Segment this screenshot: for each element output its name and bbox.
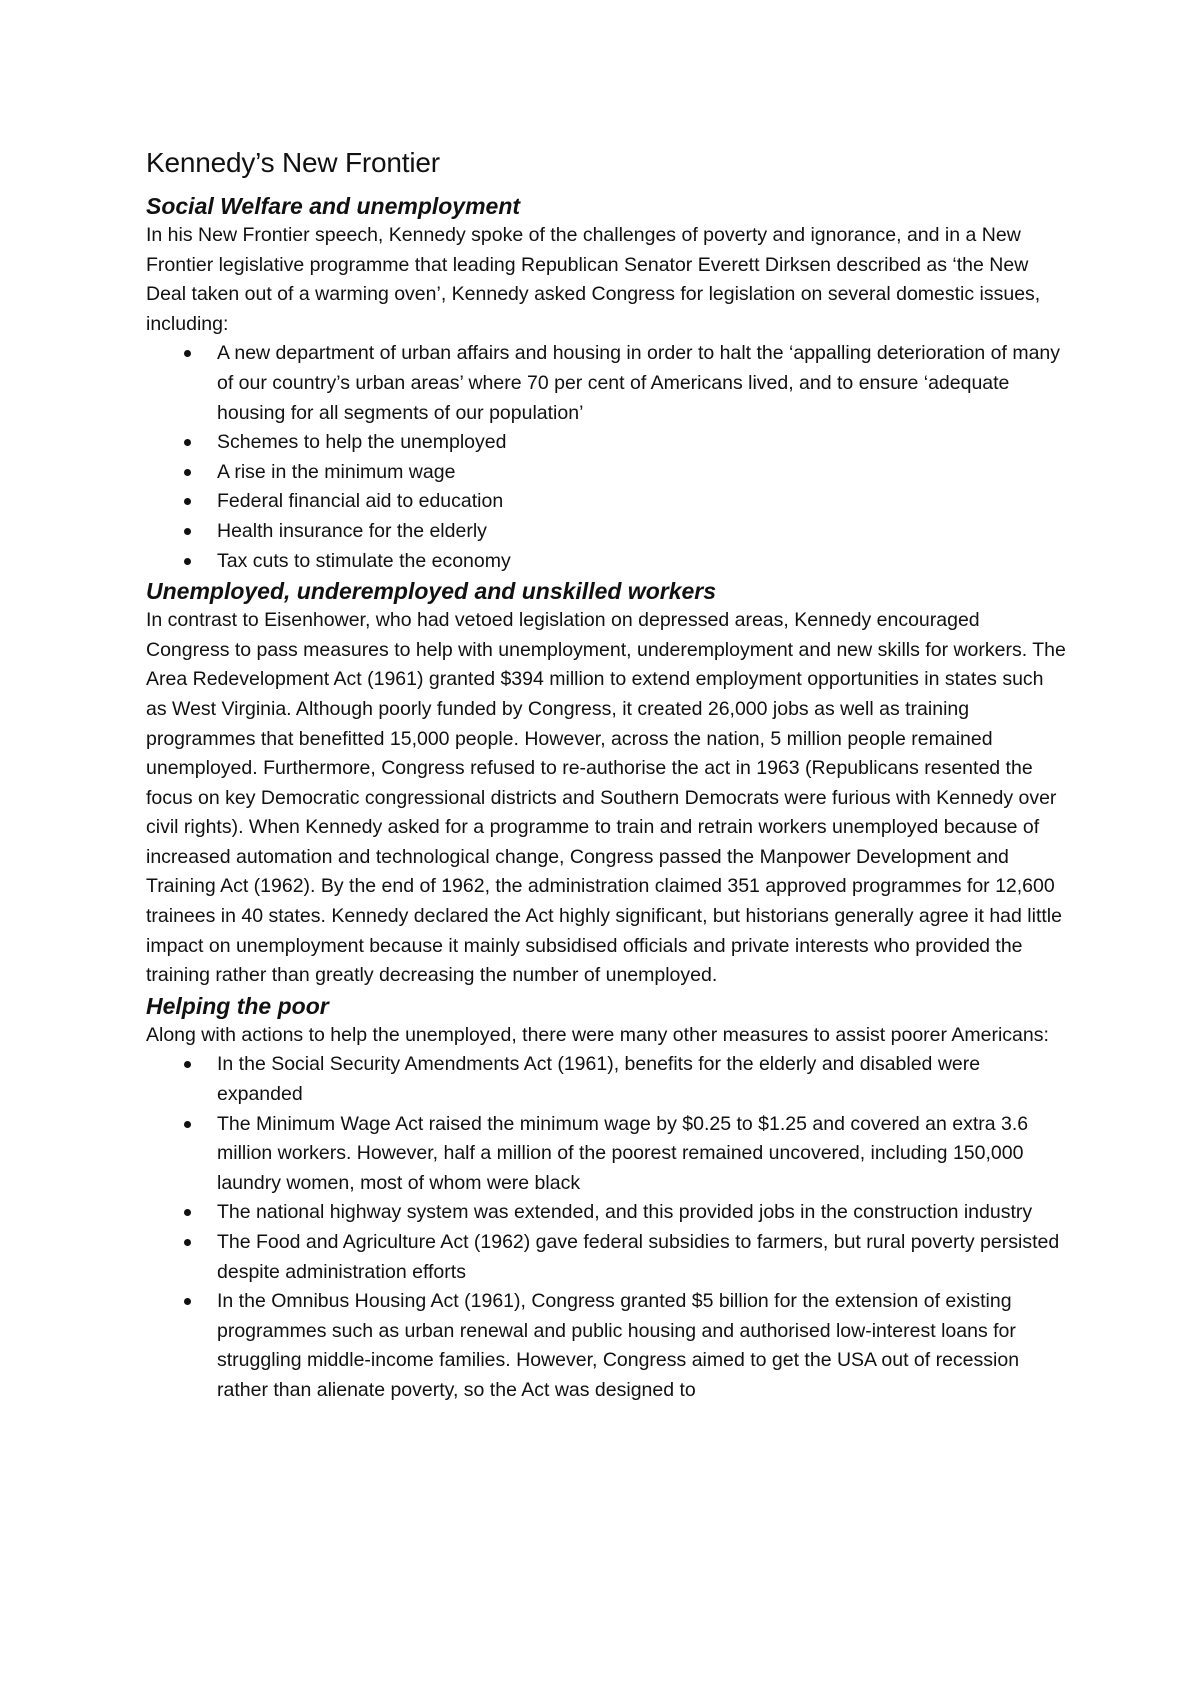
bullet-icon — [184, 498, 191, 505]
list-item-text: The Food and Agriculture Act (1962) gave federal subsidies to farmers, but rural poverty persisted despite administration efforts — [217, 1231, 1060, 1283]
section-helping-poor — [146, 991, 1066, 1406]
bullet-list — [146, 339, 1066, 576]
bullet-icon — [184, 1209, 191, 1216]
list-item-text: In the Social Security Amendments Act (1961), benefits for the elderly and disabled were expanded — [217, 1053, 981, 1106]
bullet-list — [146, 1050, 1066, 1405]
section-intro: In his New Frontier speech, Kennedy spoke of the challenges of poverty and ignorance, and in a New Frontier legislative programme that leading Republican Senator Everett Dirksen described as ‘the New Deal taken out of a warming oven’, Kennedy asked Congress for legislation on several domestic issues, including: — [146, 224, 1041, 335]
list-item — [217, 487, 1066, 517]
list-item — [217, 517, 1066, 547]
list-item — [217, 428, 1066, 458]
bullet-icon — [184, 1298, 191, 1305]
list-item-text: Tax cuts to stimulate the economy — [217, 549, 511, 572]
section-body: In contrast to Eisenhower, who had vetoed legislation on depressed areas, Kennedy encouraged Congress to pass measures to help with unemployment, underemployment and new skills for workers. The Area Redevelopment Act (1961) granted $394 million to extend employment opportunities in states such as West Virginia. Although poorly funded by Congress, it created 26,000 jobs as well as training programmes that benefitted 15,000 people. However, across the nation, 5 million people remained unemployed. Furthermore, Congress refused to re-authorise the act in 1963 (Republicans resented the focus on key Democratic congressional districts and Southern Democrats were furious with Kennedy over civil rights). When Kennedy asked for a programme to train and retrain workers unemployed because of increased automation and technological change, Congress passed the Manpower Development and Training Act (1962). By the end of 1962, the administration claimed 351 approved programmes for 12,600 trainees in 40 states. Kennedy declared the Act highly significant, but historians generally agree it had little impact on unemployment because it mainly subsidised officials and private interests who provided the training rather than greatly decreasing the number of unemployed. — [146, 609, 1066, 987]
list-item — [217, 547, 1066, 577]
list-item-text: Health insurance for the elderly — [217, 519, 487, 542]
list-item-text: A new department of urban affairs and housing in order to halt the ‘appalling deterioration of many of our country’s urban areas’ where 70 per cent of Americans lived, and to ensure ‘adequate housing for all segments of our population’ — [217, 342, 1061, 424]
list-item-text: The Minimum Wage Act raised the minimum wage by $0.25 to $1.25 and covered an extra 3.6 million workers. However, half a million of the poorest remained uncovered, including 150,000 laundry women, most of whom were black — [217, 1112, 1029, 1194]
bullet-icon — [184, 1061, 191, 1068]
list-item — [217, 1050, 1066, 1109]
list-item — [217, 458, 1066, 488]
list-item — [217, 1287, 1066, 1405]
bullet-icon — [184, 439, 191, 446]
list-item-text: Schemes to help the unemployed — [217, 431, 507, 454]
list-item — [217, 1198, 1066, 1228]
bullet-icon — [184, 469, 191, 476]
list-item — [217, 1110, 1066, 1199]
section-unemployed-workers — [146, 576, 1066, 991]
list-item — [217, 339, 1066, 428]
document-page — [146, 145, 1066, 1406]
list-item-text: A rise in the minimum wage — [217, 460, 456, 483]
page-title: Kennedy’s New Frontier — [146, 147, 440, 178]
bullet-icon — [184, 528, 191, 535]
section-intro: Along with actions to help the unemployed, there were many other measures to assist poorer Americans: — [146, 1023, 1049, 1046]
list-item — [217, 1228, 1066, 1287]
list-item-text: Federal financial aid to education — [217, 490, 504, 513]
section-heading: Unemployed, underemployed and unskilled workers — [146, 578, 717, 605]
section-heading: Helping the poor — [146, 992, 329, 1019]
list-item-text: The national highway system was extended, and this provided jobs in the construction industry — [217, 1201, 1033, 1224]
list-item-text: In the Omnibus Housing Act (1961), Congress granted $5 billion for the extension of existing programmes such as urban renewal and public housing and authorised low-interest loans for struggling middle-income families. However, Congress aimed to get the USA out of recession rather than alienate poverty, so the Act was designed to — [217, 1290, 1020, 1401]
bullet-icon — [184, 558, 191, 565]
bullet-icon — [184, 1239, 191, 1246]
bullet-icon — [184, 350, 191, 357]
section-social-welfare — [146, 191, 1066, 576]
bullet-icon — [184, 1121, 191, 1128]
section-heading: Social Welfare and unemployment — [146, 193, 521, 219]
